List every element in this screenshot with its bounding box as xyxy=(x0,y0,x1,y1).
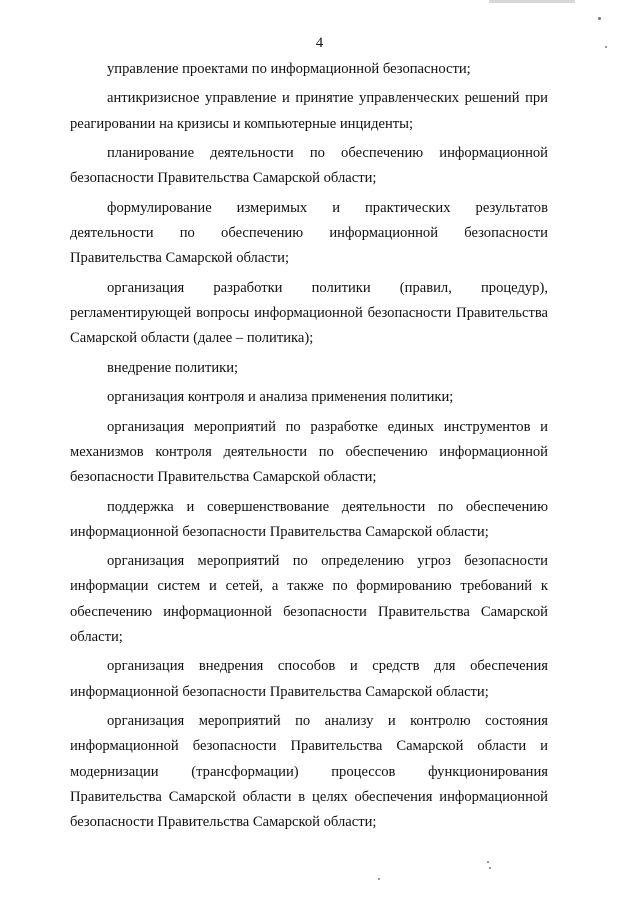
paragraph: антикризисное управление и принятие управленческих решений при реагировании на кризисы и компьютерные инциденты; xyxy=(70,90,548,132)
scan-speck xyxy=(598,17,601,20)
page-number: 4 xyxy=(315,35,324,51)
paragraph: организация разработки политики (правил, процедур), регламентирующей вопросы информационной безопасности Правительства Самарской области (далее – политика); xyxy=(70,279,548,347)
scan-speck xyxy=(489,867,491,869)
paragraph: организация мероприятий по определению угроз безопасности информации систем и сетей, а также по формированию требований к обеспечению информационной безопасности Правительства Самарской области; xyxy=(70,553,548,646)
paragraph: формулирование измеримых и практических результатов деятельности по обеспечению информационной безопасности Правительства Самарской области; xyxy=(70,199,548,267)
paragraph: внедрение политики; xyxy=(107,359,239,376)
scan-speck xyxy=(487,861,489,863)
paragraph: организация мероприятий по разработке единых инструментов и механизмов контроля деятельности по обеспечению информационной безопасности Правительства Самарской области; xyxy=(70,418,548,486)
paragraph: организация внедрения способов и средств для обеспечения информационной безопасности Правительства Самарской области; xyxy=(70,658,548,700)
paragraph: организация мероприятий по анализу и контролю состояния информационной безопасности Правительства Самарской области и модернизации (трансформации) процессов функционирования Правительства Самарской области в целях обеспечения информационной безопасности Правительства Самарской области; xyxy=(70,713,548,831)
scan-speck xyxy=(378,878,380,880)
paragraph: организация контроля и анализа применения политики; xyxy=(107,389,454,406)
scan-speck xyxy=(605,46,607,48)
document-body xyxy=(70,57,548,840)
scan-edge-mark xyxy=(489,0,575,3)
paragraph: управление проектами по информационной безопасности; xyxy=(107,61,471,77)
paragraph: поддержка и совершенствование деятельности по обеспечению информационной безопасности Правительства Самарской области; xyxy=(70,498,548,540)
paragraph: планирование деятельности по обеспечению информационной безопасности Правительства Самарской области; xyxy=(70,145,548,187)
